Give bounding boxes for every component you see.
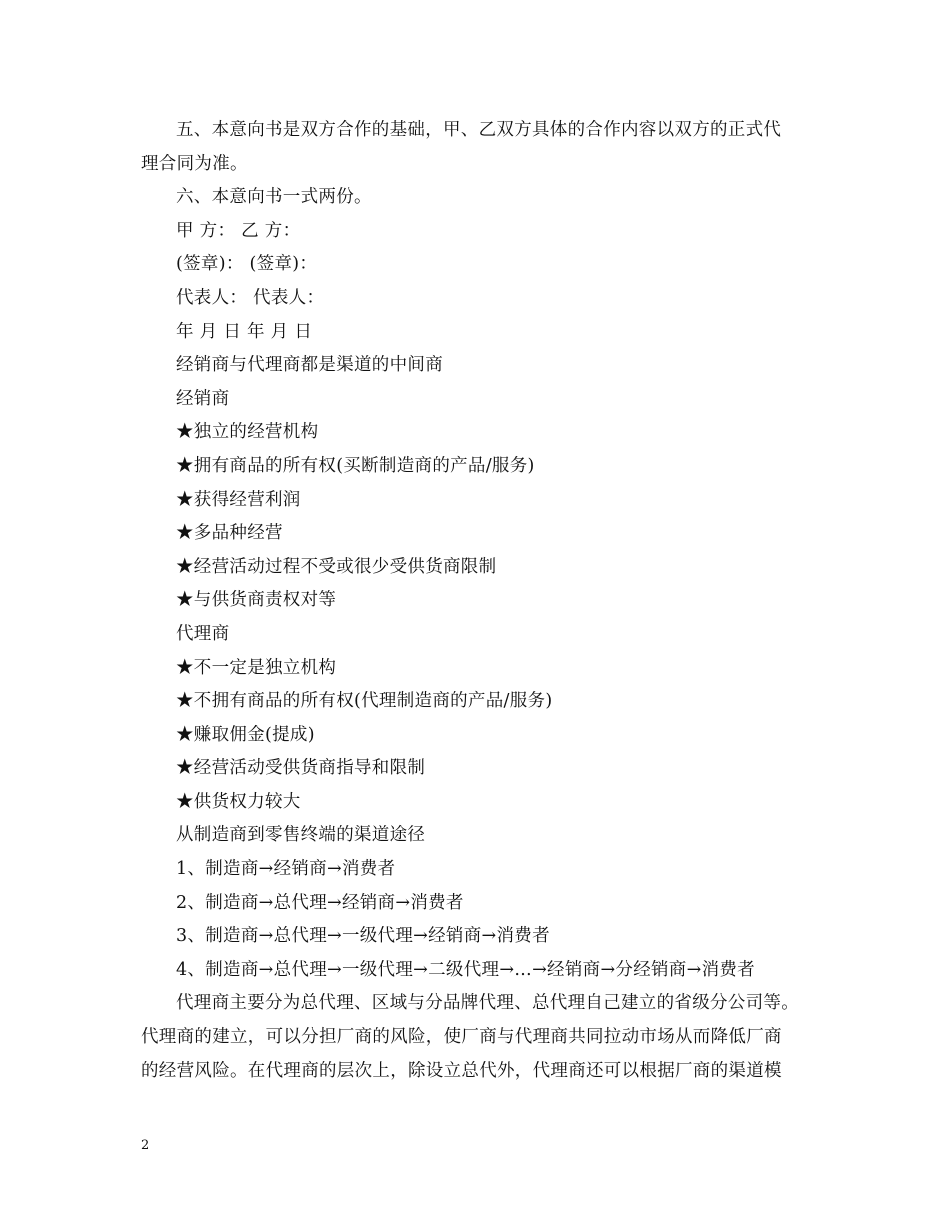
channel-path-item: 3、制造商→总代理→一级代理→经销商→消费者 (176, 926, 550, 947)
subheading-distributor: 经销商 (176, 388, 230, 409)
signature-party-line: 甲 方： 乙 方： (176, 220, 301, 241)
channel-path-item: 4、制造商→总代理→一级代理→二级代理→…→经销商→分经销商→消费者 (176, 959, 755, 980)
bullet-item: ★多品种经营 (176, 523, 283, 544)
bullet-item: ★不拥有商品的所有权(代理制造商的产品/服务) (176, 691, 553, 712)
paragraph-line: 五、本意向书是双方合作的基础，甲、乙双方具体的合作内容以双方的正式代 (176, 120, 782, 140)
signature-seal-line: (签章)： (签章)： (176, 254, 318, 275)
paragraph-line: 理合同为准。 (141, 153, 248, 174)
section-heading: 从制造商到零售终端的渠道途径 (176, 825, 426, 846)
bullet-item: ★获得经营利润 (176, 489, 301, 510)
bullet-item: ★与供货商责权对等 (176, 590, 337, 611)
page-number: 2 (141, 1138, 150, 1153)
subheading-agent: 代理商 (176, 623, 230, 644)
bullet-item: ★经营活动受供货商指导和限制 (176, 758, 426, 779)
bullet-item: ★不一定是独立机构 (176, 657, 337, 678)
bullet-item: ★供货权力较大 (176, 791, 301, 812)
paragraph-line: 代理商主要分为总代理、区域与分品牌代理、总代理自己建立的省级分公司等。 (176, 993, 799, 1014)
paragraph-line: 代理商的建立，可以分担厂商的风险，使厂商与代理商共同拉动市场从而降低厂商 (141, 1027, 782, 1048)
paragraph-line: 六、本意向书一式两份。 (176, 187, 372, 208)
channel-path-item: 1、制造商→经销商→消费者 (176, 859, 396, 880)
paragraph-line: 的经营风险。在代理商的层次上，除设立总代外，代理商还可以根据厂商的渠道模 (141, 1060, 782, 1081)
document-body (141, 114, 821, 1088)
section-heading: 经销商与代理商都是渠道的中间商 (176, 355, 443, 376)
bullet-item: ★拥有商品的所有权(买断制造商的产品/服务) (176, 455, 535, 476)
bullet-item: ★独立的经营机构 (176, 422, 319, 443)
signature-representative-line: 代表人： 代表人： (176, 287, 325, 308)
bullet-item: ★赚取佣金(提成) (176, 724, 315, 745)
channel-path-item: 2、制造商→总代理→经销商→消费者 (176, 892, 464, 913)
signature-date-line: 年 月 日 年 月 日 (176, 321, 313, 342)
bullet-item: ★经营活动过程不受或很少受供货商限制 (176, 556, 497, 577)
